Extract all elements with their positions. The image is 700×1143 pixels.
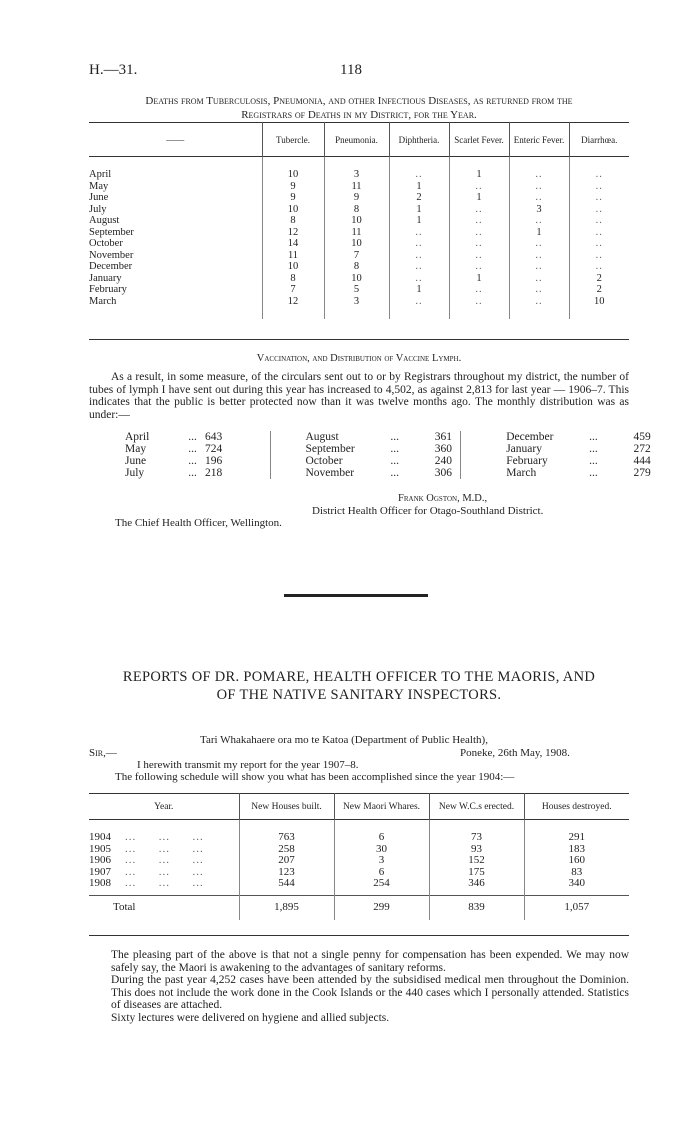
distribution-ellipsis: ... [390, 455, 399, 467]
distribution-ellipsis: ... [390, 443, 399, 455]
distribution-ellipsis: ... [188, 467, 197, 479]
distribution-month: March [461, 467, 554, 479]
year-value: 1908 [89, 877, 111, 889]
col-header-pneumonia: Pneumonia. [324, 123, 389, 157]
deaths-cell: 1 [389, 204, 449, 216]
total-label [89, 895, 239, 920]
deaths-cell: .. [509, 261, 569, 273]
transmit-line: I herewith transmit my report for the year 1907–8. [137, 759, 359, 771]
distribution-ellipsis: ... [589, 431, 598, 443]
deaths-row [89, 284, 629, 296]
distribution-month: September [270, 443, 355, 455]
year-value: 1906 [89, 854, 111, 866]
distribution-row [125, 455, 689, 467]
closing-paragraph-2: During the past year 4,252 cases have been attended by the subsidised medical men throughout the Dominion. This does not include the work done in the Cook Islands or the 440 cases which I personally attended. Statistics of diseases are attached. [111, 974, 629, 1011]
houses-cell: 152 [429, 855, 524, 867]
col-header-scarlet-fever: Scarlet Fever. [449, 123, 509, 157]
deaths-row [89, 227, 629, 239]
deaths-cell: .. [509, 273, 569, 285]
distribution-ellipsis: ... [390, 467, 399, 479]
houses-cell: 93 [429, 844, 524, 856]
col-header-tubercle: Tubercle. [262, 123, 324, 157]
distribution-month: June [125, 455, 147, 467]
spacer-row [89, 157, 629, 170]
distribution-value: 724 [205, 443, 223, 455]
total-cell: 1,895 [239, 895, 334, 920]
deaths-cell: 5 [324, 284, 389, 296]
col-header-diphtheria: Diphtheria. [389, 123, 449, 157]
month-label: October [89, 238, 123, 249]
lymph-distribution-table [125, 431, 689, 479]
distribution-ellipsis: ... [589, 443, 598, 455]
col-header-enteric-fever: Enteric Fever. [509, 123, 569, 157]
month-label: August [89, 215, 120, 226]
deaths-cell: .. [449, 284, 509, 296]
vaccination-paragraph: As a result, in some measure, of the circulars sent out to or by Registrars throughout my district, the number of tubes of lymph I have sent out during this year has increased to 4,502, as against 2,813 for last year — 1906–7. This indicates that the public is better protected now than it was twelve months ago. The monthly distribution was as under:— [89, 371, 629, 421]
deaths-cell: 7 [262, 284, 324, 296]
distribution-row [125, 467, 689, 479]
houses-table-bottom-rule [89, 935, 629, 936]
deaths-cell: 1 [389, 284, 449, 296]
year-value: 1904 [89, 831, 111, 843]
closing-paragraph-3: Sixty lectures were delivered on hygiene and allied subjects. [111, 1011, 390, 1024]
total-label-text: Total [113, 900, 136, 913]
distribution-month: October [270, 455, 355, 467]
deaths-cell: 10 [262, 261, 324, 273]
total-cell: 1,057 [524, 895, 629, 920]
deaths-cell: 1 [389, 215, 449, 227]
distribution-value: 196 [205, 455, 223, 467]
deaths-row [89, 181, 629, 193]
month-label: January [89, 272, 122, 284]
deaths-cell: .. [389, 250, 449, 262]
distribution-month: January [461, 443, 554, 455]
reports-heading [89, 668, 629, 704]
deaths-cell: .. [389, 169, 449, 181]
distribution-month: April [125, 431, 150, 443]
distribution-value: 360 [434, 443, 452, 455]
signature-name: Frank Ogston, M.D., [398, 493, 488, 504]
houses-cell: 123 [239, 867, 334, 879]
deaths-cell: 10 [324, 215, 389, 227]
deaths-cell: 8 [262, 215, 324, 227]
spacer-row [89, 307, 629, 319]
deaths-cell: 14 [262, 238, 324, 250]
deaths-cell: .. [509, 296, 569, 308]
col-header-year: Year. [154, 801, 174, 812]
distribution-value: 643 [205, 431, 223, 443]
col-header-new-houses: New Houses built. [239, 794, 334, 820]
page-number: 118 [340, 62, 362, 78]
deaths-row [89, 192, 629, 204]
deaths-cell: 9 [324, 192, 389, 204]
month-label: April [89, 169, 112, 180]
houses-cell: 340 [524, 878, 629, 890]
month-label: July [89, 203, 107, 215]
houses-cell: 6 [334, 867, 429, 879]
deaths-row [89, 238, 629, 250]
deaths-cell: 10 [569, 296, 629, 308]
distribution-ellipsis: ... [390, 431, 399, 443]
deaths-cell: 3 [509, 204, 569, 216]
deaths-cell: .. [449, 181, 509, 193]
report-reference: H.—31. [89, 62, 138, 78]
houses-cell: 258 [239, 844, 334, 856]
year-value: 1905 [89, 842, 111, 855]
deaths-cell: 1 [449, 273, 509, 285]
deaths-cell: .. [449, 250, 509, 262]
deaths-cell: .. [569, 250, 629, 262]
deaths-cell: .. [509, 250, 569, 262]
deaths-cell: .. [569, 181, 629, 193]
deaths-cell: 1 [509, 227, 569, 239]
houses-header-row [89, 794, 629, 820]
deaths-cell: 7 [324, 250, 389, 262]
houses-cell: 254 [334, 878, 429, 890]
houses-cell: 83 [524, 867, 629, 879]
deaths-row [89, 273, 629, 285]
deaths-cell: .. [569, 204, 629, 216]
deaths-cell: .. [389, 273, 449, 285]
deaths-cell: 12 [262, 227, 324, 239]
deaths-cell: 2 [569, 273, 629, 285]
deaths-cell: 11 [262, 250, 324, 262]
distribution-value: 240 [434, 455, 452, 467]
month-label: December [89, 261, 133, 272]
distribution-ellipsis: ... [188, 443, 197, 455]
houses-table [89, 793, 629, 920]
deaths-row [89, 204, 629, 216]
deaths-row [89, 250, 629, 262]
deaths-cell: 10 [324, 273, 389, 285]
signature-title: District Health Officer for Otago-Southland District. [312, 505, 544, 517]
deaths-cell: .. [449, 296, 509, 308]
deaths-cell: 10 [324, 238, 389, 250]
deaths-title-line-1: Deaths from Tuberculosis, Pneumonia, and other Infectious Diseases, as returned from the [145, 95, 573, 107]
deaths-cell: .. [509, 215, 569, 227]
deaths-cell: 10 [262, 204, 324, 216]
year-value: 1907 [89, 865, 111, 878]
deaths-cell: .. [509, 238, 569, 250]
deaths-cell: 11 [324, 181, 389, 193]
month-label: September [89, 226, 134, 238]
col-header-houses-destroyed: Houses destroyed. [524, 794, 629, 820]
deaths-cell: 12 [262, 296, 324, 308]
year-dots: ... ... ... [125, 831, 204, 843]
distribution-row [125, 443, 689, 455]
deaths-cell: .. [449, 238, 509, 250]
deaths-row [89, 296, 629, 308]
houses-row [89, 832, 629, 844]
houses-total-row [89, 895, 629, 920]
deaths-cell: .. [569, 238, 629, 250]
year-label [89, 832, 239, 844]
deaths-cell: .. [569, 227, 629, 239]
deaths-cell: .. [569, 215, 629, 227]
year-label [89, 878, 239, 890]
month-label: June [89, 192, 109, 203]
year-dots: ... ... ... [125, 877, 204, 889]
distribution-value: 218 [205, 467, 223, 479]
distribution-ellipsis: ... [589, 455, 598, 467]
month-label: February [89, 284, 127, 295]
deaths-row [89, 169, 629, 181]
year-label [89, 855, 239, 867]
year-dots: ... ... ... [125, 842, 204, 855]
deaths-cell: 3 [324, 169, 389, 181]
closing-paragraphs [89, 949, 629, 1024]
distribution-ellipsis: ... [188, 455, 197, 467]
distribution-month: December [461, 431, 554, 443]
distribution-month: May [125, 443, 147, 455]
schedule-intro: The following schedule will show you what has been accomplished since the year 1904:— [115, 771, 515, 783]
deaths-row [89, 261, 629, 273]
deaths-table [89, 122, 629, 319]
distribution-month: November [270, 467, 355, 479]
distribution-value: 361 [434, 431, 452, 443]
distribution-ellipsis: ... [188, 431, 197, 443]
place-date: Poneke, 26th May, 1908. [460, 747, 570, 759]
houses-row [89, 855, 629, 867]
reports-heading-line-1: REPORTS OF DR. POMARE, HEALTH OFFICER TO THE MAORIS, AND [122, 669, 596, 685]
deaths-cell: .. [509, 181, 569, 193]
houses-cell: 183 [524, 844, 629, 856]
deaths-cell: 8 [324, 204, 389, 216]
year-dots: ... ... ... [125, 865, 204, 878]
distribution-ellipsis: ... [589, 467, 598, 479]
distribution-month: February [461, 455, 554, 467]
deaths-cell: .. [389, 296, 449, 308]
deaths-header-row [89, 123, 629, 157]
col-header-new-wcs: New W.C.s erected. [429, 794, 524, 820]
deaths-cell: 10 [262, 169, 324, 181]
deaths-cell: 2 [389, 192, 449, 204]
distribution-value: 272 [633, 443, 651, 455]
distribution-value: 306 [434, 467, 452, 479]
section-divider [284, 594, 428, 597]
addressee: The Chief Health Officer, Wellington. [115, 517, 282, 529]
distribution-value: 459 [633, 431, 651, 443]
deaths-cell: .. [569, 169, 629, 181]
deaths-cell: .. [509, 284, 569, 296]
houses-cell: 207 [239, 855, 334, 867]
department-line: Tari Whakahaere ora mo te Katoa (Department of Public Health), [200, 734, 488, 746]
deaths-row [89, 215, 629, 227]
houses-cell: 73 [429, 832, 524, 844]
deaths-cell: .. [449, 204, 509, 216]
houses-cell: 6 [334, 832, 429, 844]
houses-row [89, 878, 629, 890]
deaths-cell: .. [509, 192, 569, 204]
houses-cell: 160 [524, 855, 629, 867]
month-label: November [89, 249, 134, 261]
deaths-cell: 1 [389, 181, 449, 193]
total-cell: 299 [334, 895, 429, 920]
deaths-cell: .. [449, 261, 509, 273]
deaths-table-title [89, 94, 629, 122]
distribution-value: 279 [633, 467, 651, 479]
deaths-cell: 2 [569, 284, 629, 296]
deaths-cell: 1 [449, 192, 509, 204]
houses-cell: 175 [429, 867, 524, 879]
deaths-cell: 11 [324, 227, 389, 239]
col-header-diarrhoea: Diarrhœa. [569, 123, 629, 157]
deaths-table-bottom-rule [89, 339, 629, 340]
vaccination-title: Vaccination, and Distribution of Vaccine Lymph. [256, 353, 462, 364]
houses-cell: 763 [239, 832, 334, 844]
month-label: March [89, 295, 117, 307]
deaths-cell: 8 [324, 261, 389, 273]
distribution-month: August [270, 431, 355, 443]
reports-heading-line-2: OF THE NATIVE SANITARY INSPECTORS. [216, 687, 502, 703]
deaths-cell: 9 [262, 181, 324, 193]
distribution-value: 444 [633, 455, 651, 467]
deaths-cell: 9 [262, 192, 324, 204]
deaths-cell: .. [569, 192, 629, 204]
deaths-cell: 3 [324, 296, 389, 308]
deaths-cell: .. [449, 227, 509, 239]
distribution-month: July [125, 467, 145, 479]
stub-header: —— [166, 134, 185, 145]
closing-paragraph-1: The pleasing part of the above is that not a single penny for compensation has been expended. We may now safely say, the Maori is awakening to the advantages of sanitary reforms. [111, 949, 629, 974]
deaths-cell: .. [569, 261, 629, 273]
houses-cell: 346 [429, 878, 524, 890]
houses-cell: 544 [239, 878, 334, 890]
deaths-cell: 8 [262, 273, 324, 285]
deaths-cell: .. [449, 215, 509, 227]
distribution-row [125, 431, 689, 443]
deaths-cell: .. [509, 169, 569, 181]
deaths-title-line-2: Registrars of Deaths in my District, for the Year. [241, 109, 477, 121]
col-header-new-whares: New Maori Whares. [334, 794, 429, 820]
year-dots: ... ... ... [125, 854, 204, 866]
deaths-cell: .. [389, 238, 449, 250]
month-label: May [89, 180, 109, 192]
total-cell: 839 [429, 895, 524, 920]
deaths-cell: 1 [449, 169, 509, 181]
deaths-cell: .. [389, 227, 449, 239]
houses-cell: 291 [524, 832, 629, 844]
houses-cell: 30 [334, 844, 429, 856]
deaths-cell: .. [389, 261, 449, 273]
houses-cell: 3 [334, 855, 429, 867]
salutation: Sir,— [89, 747, 117, 759]
